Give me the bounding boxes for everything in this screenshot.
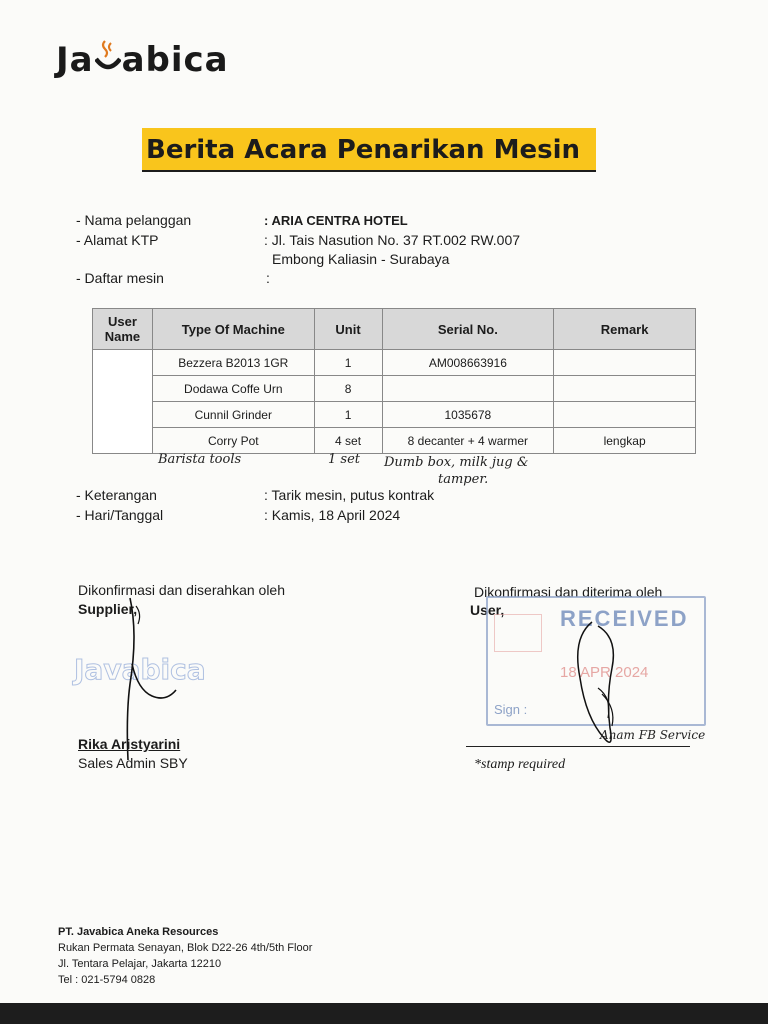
unit-cell: 1	[314, 350, 382, 376]
handwritten-item: Barista tools	[158, 452, 242, 467]
company-logo	[56, 40, 229, 80]
stamp-red-seal-icon	[494, 614, 542, 652]
machine-list-colon: :	[266, 270, 270, 286]
address-value-line1: : Jl. Tais Nasution No. 37 RT.002 RW.007	[264, 232, 521, 248]
remark-label: - Keterangan	[76, 487, 157, 503]
table-header-row	[93, 309, 696, 350]
serial-cell: 8 decanter + 4 warmer	[382, 428, 554, 454]
footer-company: PT. Javabica Aneka Resources	[58, 926, 219, 938]
supplier-confirm-text: Dikonfirmasi dan diserahkan oleh	[78, 582, 285, 598]
bottom-scan-bar	[0, 1003, 768, 1024]
supplier-signer-name: Rika Aristyarini	[78, 736, 181, 752]
address-value-line2: Embong Kaliasin - Surabaya	[272, 251, 450, 267]
logo-text-left: Ja	[56, 40, 94, 80]
handwritten-unit: 1 set	[328, 452, 360, 467]
serial-cell	[382, 376, 554, 402]
user-confirm-text: Dikonfirmasi dan diterima oleh	[474, 584, 663, 600]
coffee-cup-icon	[95, 51, 121, 73]
supplier-signer-role: Sales Admin SBY	[78, 755, 188, 771]
user-name-cell	[93, 350, 153, 454]
header-user-name: User Name	[93, 309, 153, 350]
handwritten-desc-line1: Dumb box, milk jug &	[384, 455, 529, 470]
table-row	[93, 428, 696, 454]
header-unit: Unit	[314, 309, 382, 350]
remark-value: : Tarik mesin, putus kontrak	[264, 487, 435, 503]
stamp-sign-label: Sign :	[494, 702, 528, 717]
footer-telephone: Tel : 021-5794 0828	[58, 974, 156, 986]
header-remark: Remark	[554, 309, 696, 350]
remark-cell: lengkap	[554, 428, 696, 454]
header-type-of-machine: Type Of Machine	[152, 309, 314, 350]
stamp-date: 18 APR 2024	[560, 664, 649, 681]
table-row	[93, 350, 696, 376]
stamp-title: RECEIVED	[560, 606, 689, 631]
header-serial-no: Serial No.	[382, 309, 554, 350]
machine-type-cell: Corry Pot	[152, 428, 314, 454]
address-label: - Alamat KTP	[76, 232, 159, 248]
customer-name-value: : ARIA CENTRA HOTEL	[264, 213, 408, 228]
handwritten-desc-line2: tamper.	[438, 472, 489, 487]
user-signature-line	[466, 746, 690, 747]
remark-cell	[554, 376, 696, 402]
date-value: : Kamis, 18 April 2024	[264, 507, 401, 523]
remark-cell	[554, 350, 696, 376]
table-row	[93, 402, 696, 428]
logo-text-right: abica	[121, 40, 229, 80]
machine-type-cell: Cunnil Grinder	[152, 402, 314, 428]
stamp-required-note: *stamp required	[474, 757, 566, 772]
unit-cell: 1	[314, 402, 382, 428]
user-handwritten-name: Anam FB Service	[600, 728, 706, 742]
customer-name-label: - Nama pelanggan	[76, 212, 192, 228]
table-row	[93, 376, 696, 402]
serial-cell: 1035678	[382, 402, 554, 428]
date-label: - Hari/Tanggal	[76, 507, 164, 523]
unit-cell: 4 set	[314, 428, 382, 454]
title-underline	[142, 170, 596, 172]
supplier-label: Supplier,	[78, 601, 138, 617]
machine-type-cell: Dodawa Coffe Urn	[152, 376, 314, 402]
remark-cell	[554, 402, 696, 428]
machine-table	[92, 308, 696, 454]
footer-address-line1: Rukan Permata Senayan, Blok D22-26 4th/5th Floor	[58, 942, 313, 954]
unit-cell: 8	[314, 376, 382, 402]
serial-cell: AM008663916	[382, 350, 554, 376]
supplier-stamp-logo: Javabica	[74, 653, 206, 686]
machine-type-cell: Bezzera B2013 1GR	[152, 350, 314, 376]
machine-list-label: - Daftar mesin	[76, 270, 164, 286]
user-label: User,	[470, 602, 505, 618]
document-title: Berita Acara Penarikan Mesin	[146, 135, 580, 165]
footer-address-line2: Jl. Tentara Pelajar, Jakarta 12210	[58, 958, 222, 970]
